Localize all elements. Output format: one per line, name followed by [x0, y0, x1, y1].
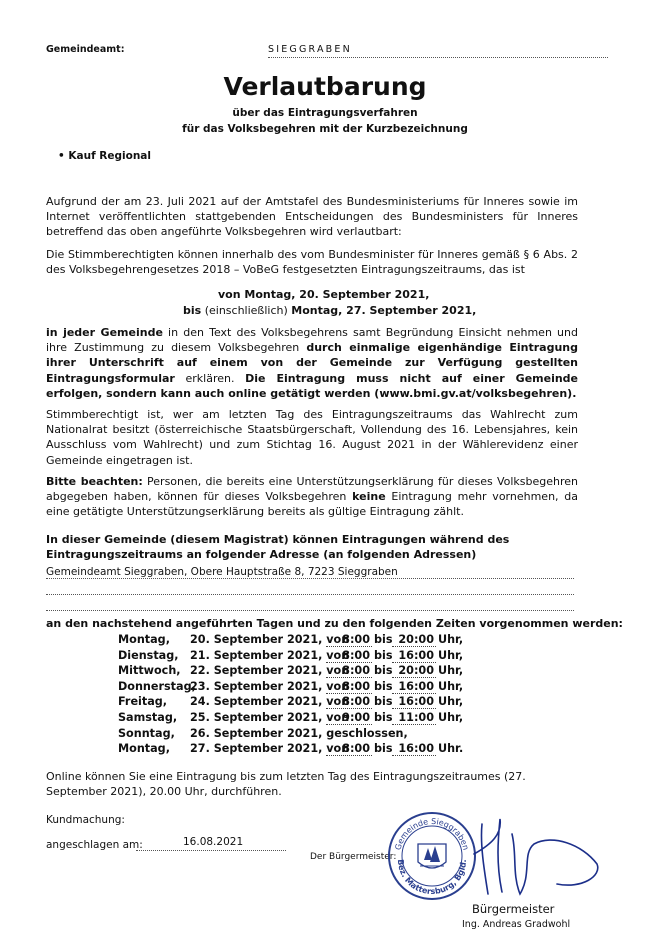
seal-text-top: Gemeinde Sieggraben	[393, 816, 471, 852]
schedule-end: Uhr,	[438, 710, 464, 724]
schedule-date: 26. September 2021, geschlossen,	[190, 726, 408, 740]
municipality-office-label: Gemeindeamt:	[46, 44, 125, 55]
seal-text-bottom: Bez. Mattersburg, Bgld.	[395, 858, 469, 897]
note-label: Bitte beachten:	[46, 475, 143, 488]
schedule-end: Uhr,	[438, 633, 464, 646]
schedule-day: Samstag,	[118, 710, 178, 724]
signature-title: Bürgermeister	[472, 902, 555, 916]
schedule-bis: bis	[374, 742, 393, 756]
header-dotted-line	[268, 57, 608, 58]
period-start: von Montag, 20. September 2021,	[218, 288, 430, 301]
schedule-day: Donnerstag,	[118, 679, 196, 693]
schedule-date: 21. September 2021, von	[190, 648, 350, 662]
period-end	[183, 304, 476, 317]
schedule-to: 16:00	[392, 680, 436, 694]
posted-date-line	[136, 850, 286, 851]
schedule-date: 25. September 2021, von	[190, 710, 350, 724]
bullet-icon: •	[58, 150, 65, 162]
signature-name: Ing. Andreas Gradwohl	[462, 919, 571, 930]
schedule-to: 16:00	[392, 742, 436, 756]
mayor-signature-icon	[462, 814, 612, 904]
schedule-from: 8:00	[326, 649, 372, 663]
address-line-1	[46, 578, 574, 579]
schedule-from: 8:00	[326, 680, 372, 694]
schedule-end: Uhr.	[438, 742, 464, 756]
mayor-label: Der Bürgermeister:	[310, 852, 397, 862]
schedule-day: Dienstag,	[118, 648, 179, 662]
schedule-from: 8:00	[326, 695, 372, 709]
para3-text-1: in den Text des Volksbegehrens samt Begründung Einsicht nehmen und ihre Zustimmung zu diesem Volksbegehren	[46, 326, 578, 355]
address-line-2	[46, 594, 574, 595]
schedule-from: 8:00	[326, 664, 372, 678]
para3-bold-1: in jeder Gemeinde	[46, 326, 163, 339]
schedule-date: 27. September 2021, von	[190, 742, 350, 756]
online-note: Online können Sie eine Eintragung bis zum letzten Tag des Eintragungszeitraumes (27. September 2021), 20.00 Uhr, durchführen.	[46, 770, 526, 799]
address-line-3	[46, 610, 574, 611]
document-title: Verlautbarung	[223, 72, 427, 101]
schedule-date: 22. September 2021, von	[190, 664, 350, 678]
kundmachung-label: Kundmachung:	[46, 814, 125, 826]
schedule-bis: bis	[374, 633, 393, 646]
schedule-end: Uhr,	[438, 664, 464, 678]
note-text-2: Eintragung mehr vornehmen, da eine getätigte Unterstützungserklärung bereits als gültige Eintragung zählt.	[46, 490, 578, 519]
eligibility-period-paragraph: Die Stimmberechtigten können innerhalb des vom Bundesminister für Inneres gemäß § 6 Abs. 2 des Volksbegehrengesetzes 2018 – VoBeG festgesetzten Eintragungszeitraums, das ist	[46, 248, 578, 277]
note-bold: keine	[352, 490, 386, 504]
schedule-end: Uhr,	[438, 679, 464, 693]
subtitle-line-1: über das Eintragungsverfahren	[232, 107, 418, 119]
schedule-to: 16:00	[392, 695, 436, 709]
municipality-name: SIEGGRABEN	[268, 44, 352, 55]
subtitle-line-2: für das Volksbegehren mit der Kurzbezeichnung	[182, 123, 468, 135]
schedule-day: Montag,	[118, 742, 170, 756]
note-paragraph	[46, 474, 578, 520]
schedule-bis: bis	[374, 710, 393, 724]
schedule-day: Sonntag,	[118, 726, 175, 740]
schedule-date: 24. September 2021, von	[190, 695, 350, 709]
location-paragraph: In dieser Gemeinde (diesem Magistrat) können Eintragungen während des Eintragungszeitraums an folgender Adresse (an folgenden Adressen)	[46, 533, 510, 562]
intro-paragraph: Aufgrund der am 23. Juli 2021 auf der Amtstafel des Bundesministeriums für Inneres sowie im Internet veröffentlichten stattgebenden Entscheidungen des Bundesministers für Inneres betreffend das oben angeführte Volksbegehren wird verlautbart:	[46, 195, 578, 239]
schedule-from: 8:00	[326, 633, 372, 647]
schedule-bis: bis	[374, 664, 393, 678]
schedule-day: Freitag,	[118, 695, 168, 709]
signing-instructions-paragraph	[46, 325, 578, 401]
schedule-to: 16:00	[392, 649, 436, 663]
note-text-1: Personen, die bereits eine Unterstützungserklärung für dieses Volksbegehren abgegeben haben, können für dieses Volksbegehren	[46, 475, 578, 504]
para3-bold-3: Die Eintragung muss nicht auf einer Gemeinde erfolgen, sondern kann auch online getätigt werden (www.bmi.gv.at/volksbegehren).	[46, 371, 579, 400]
petition-name: Kauf Regional	[68, 150, 151, 162]
schedule-to: 20:00	[392, 633, 436, 647]
schedule-day: Montag,	[118, 633, 170, 646]
schedule-bis: bis	[374, 695, 393, 709]
voter-eligibility-paragraph: Stimmberechtigt ist, wer am letzten Tag des Eintragungszeitraums das Wahlrecht zum Nationalrat besitzt (österreichische Staatsbürgerschaft, Vollendung des 16. Lebensjahres, kein Ausschluss vom Wahlrecht) und zum Stichtag 16. August 2021 in der Wählerevidenz einer Gemeinde eingetragen ist.	[46, 408, 578, 467]
schedule-bis: bis	[374, 648, 393, 662]
schedule-to: 11:00	[392, 711, 436, 725]
period-end-prefix: bis	[183, 304, 202, 317]
petition-item	[58, 150, 151, 162]
period-end-date: Montag, 27. September 2021,	[291, 304, 477, 317]
schedule-day: Mittwoch,	[118, 664, 181, 678]
posted-label: angeschlagen am:	[46, 839, 143, 851]
schedule-from: 9:00	[326, 711, 372, 725]
address-text: Gemeindeamt Sieggraben, Obere Hauptstraße 8, 7223 Sieggraben	[46, 566, 398, 578]
para3-bold-2: durch einmalige eigenhändige Eintragung ihrer Unterschrift auf einem von der Gemeinde zur Verfügung gestellten Eintragungsformular	[46, 341, 578, 385]
schedule-to: 20:00	[392, 664, 436, 678]
posted-date: 16.08.2021	[183, 836, 244, 848]
para3-text-2: erklären.	[174, 371, 246, 385]
schedule-end: Uhr,	[438, 648, 464, 662]
schedule-date: 23. September 2021, von	[190, 679, 350, 693]
schedule-bis: bis	[374, 679, 393, 693]
schedule-intro: an den nachstehend angeführten Tagen und zu den folgenden Zeiten vorgenommen werden:	[46, 617, 623, 630]
schedule-date: 20. September 2021, von	[190, 633, 350, 646]
schedule-end: Uhr,	[438, 695, 464, 709]
schedule-from: 8:00	[326, 742, 372, 756]
period-end-inclusive: (einschließlich)	[204, 304, 288, 317]
